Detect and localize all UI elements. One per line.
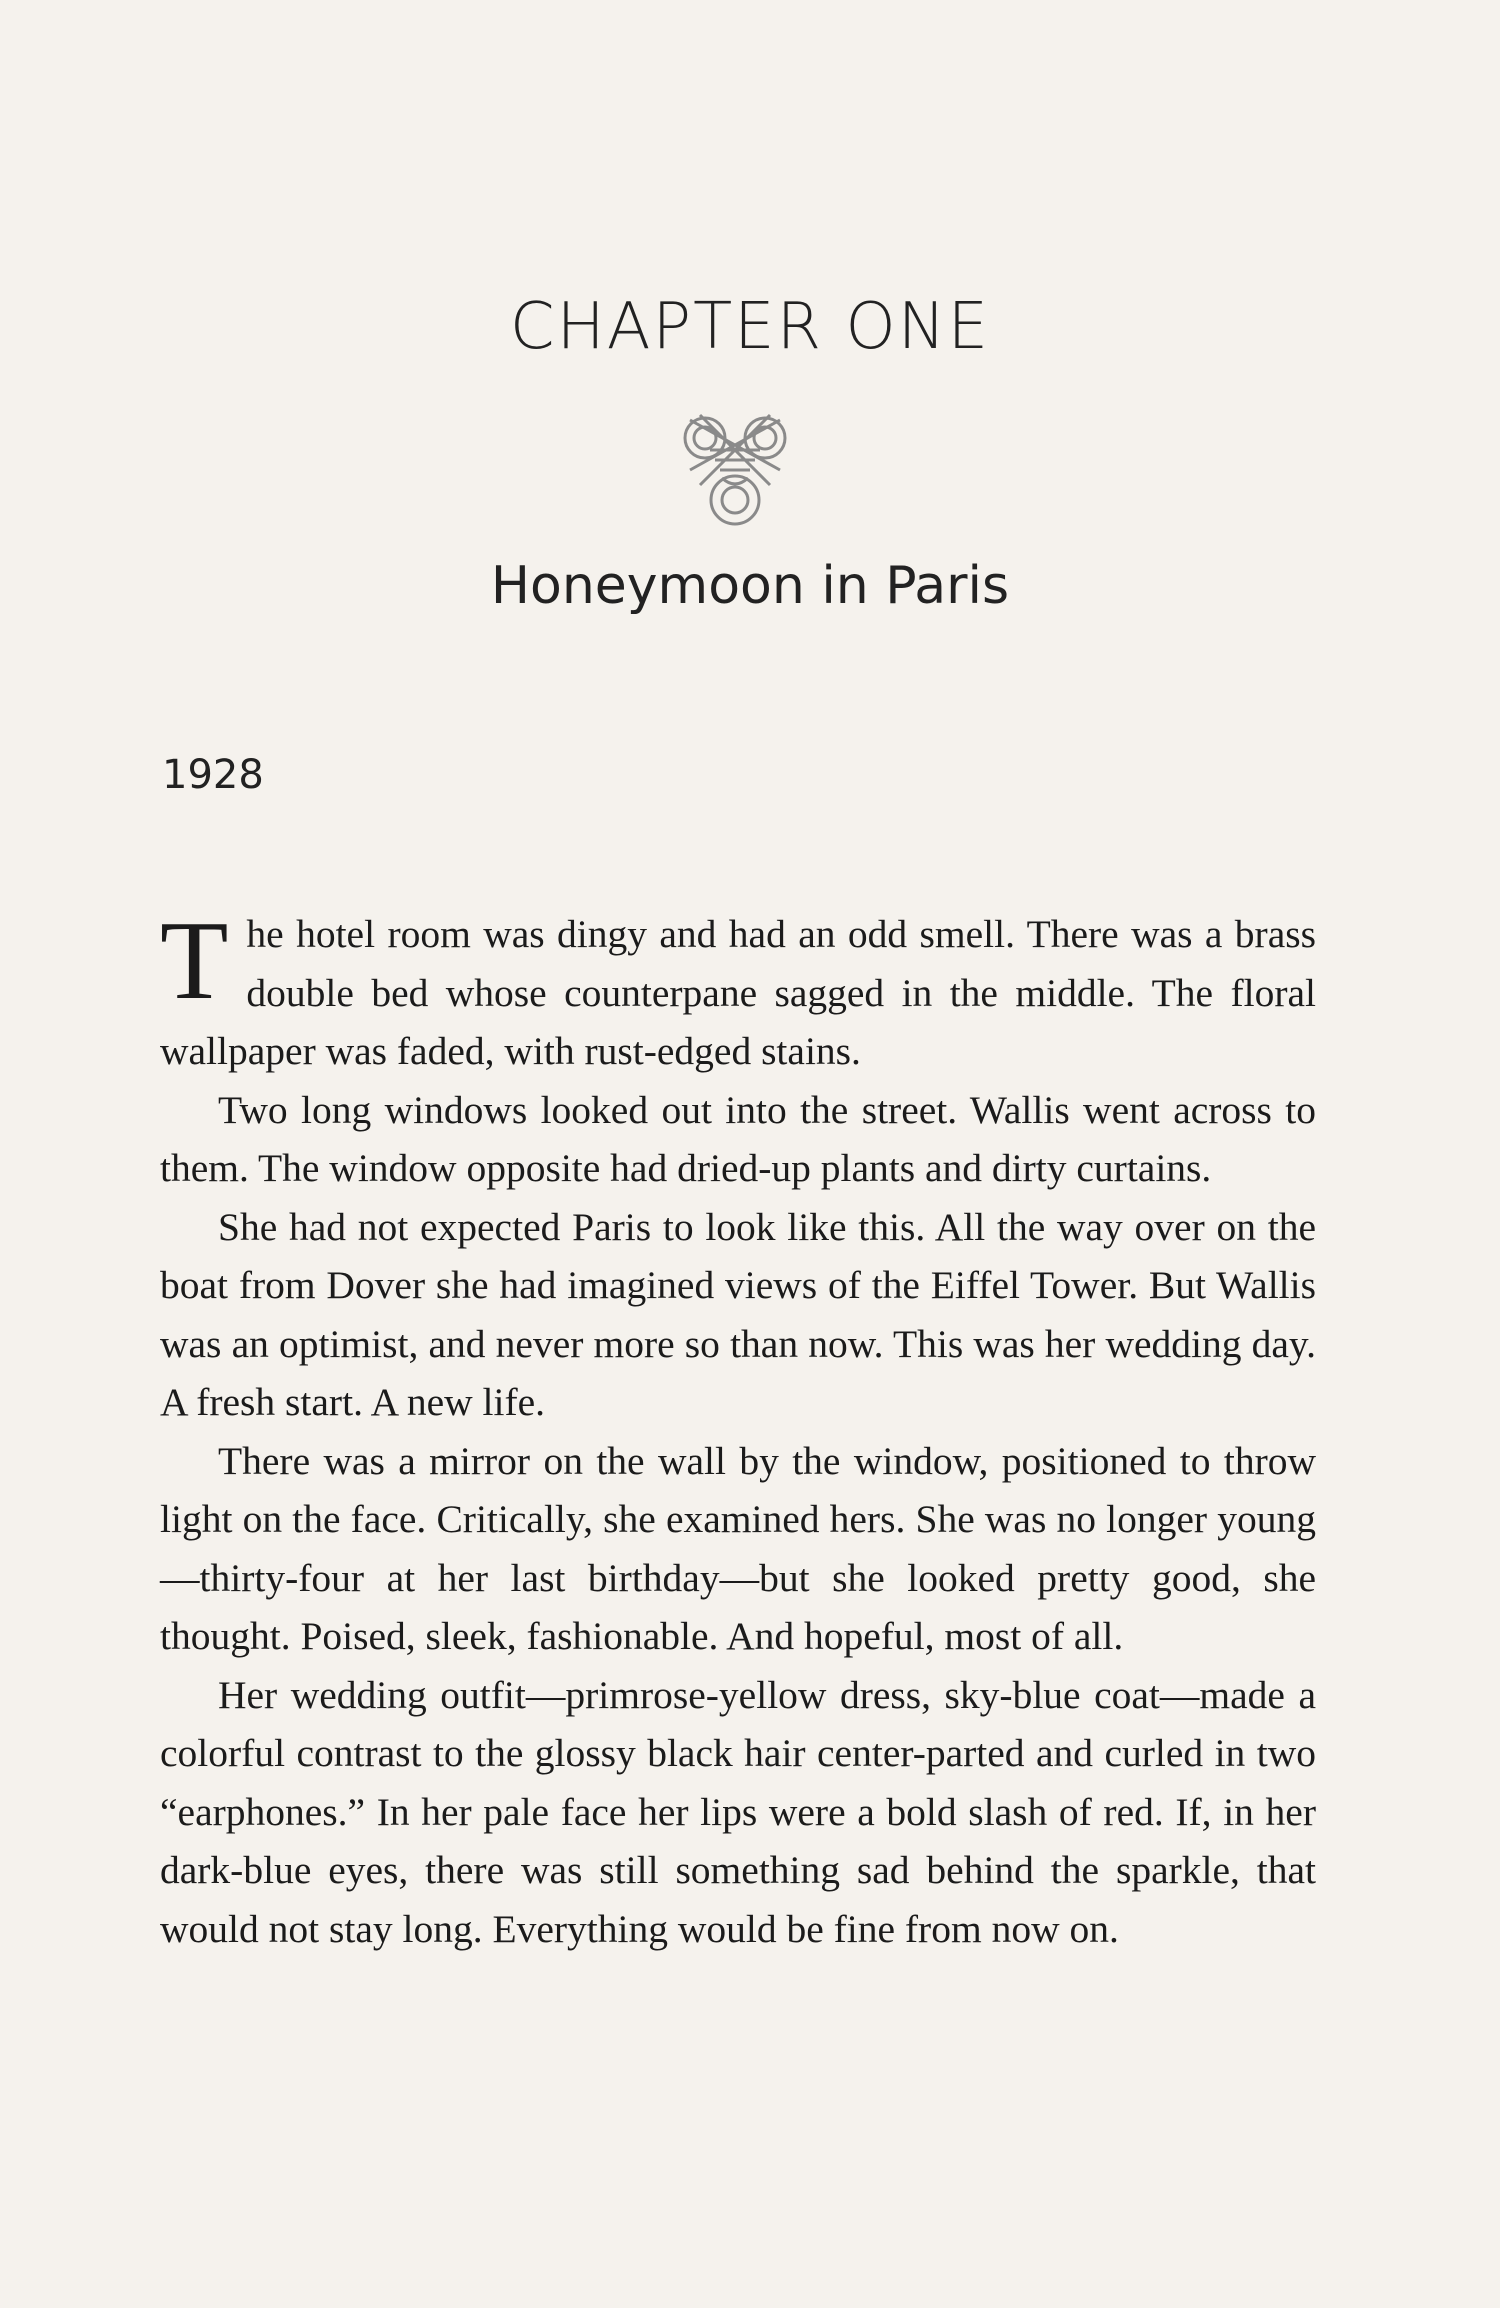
paragraph-3: She had not expected Paris to look like this. All the way over on the boat from Dover she had imagined views of the Eiffel Tower. But Wallis was an optimist, and never more so than now. This was her wedding day. A fresh start. A new life.	[160, 1204, 1316, 1424]
paragraph-1	[160, 899, 1316, 1081]
paragraph-5: Her wedding outfit—primrose-yellow dress, sky-blue coat—made a colorful contrast to the glossy black hair center-parted and curled in two “earphones.” In her pale face her lips were a bold slash of red. If, in her dark-blue eyes, there was still something sad behind the sparkle, that would not stay long. Everything would be fine from now on.	[160, 1672, 1316, 1951]
celtic-knot-ornament-icon	[660, 400, 810, 540]
paragraph-4: There was a mirror on the wall by the window, positioned to throw light on the face. Critically, she examined hers. She was no longer young—thirty-four at her last birthday—but she looked pretty good, she thought. Poised, sleek, fashionable. And hopeful, most of all.	[160, 1438, 1316, 1658]
paragraph-2: Two long windows looked out into the street. Wallis went across to them. The window opposite had dried-up plants and dirty curtains.	[160, 1087, 1316, 1190]
chapter-label: CHAPTER ONE	[509, 290, 991, 364]
section-year: 1928	[162, 752, 264, 798]
chapter-body	[160, 899, 1316, 1958]
chapter-title: Honeymoon in Paris	[490, 556, 1010, 616]
paragraph-1-text: he hotel room was dingy and had an odd smell. There was a brass double bed whose counterpane sagged in the middle. The floral wallpaper was faded, with rust-edged stains.	[160, 912, 1316, 1073]
drop-cap: T	[160, 899, 229, 1023]
